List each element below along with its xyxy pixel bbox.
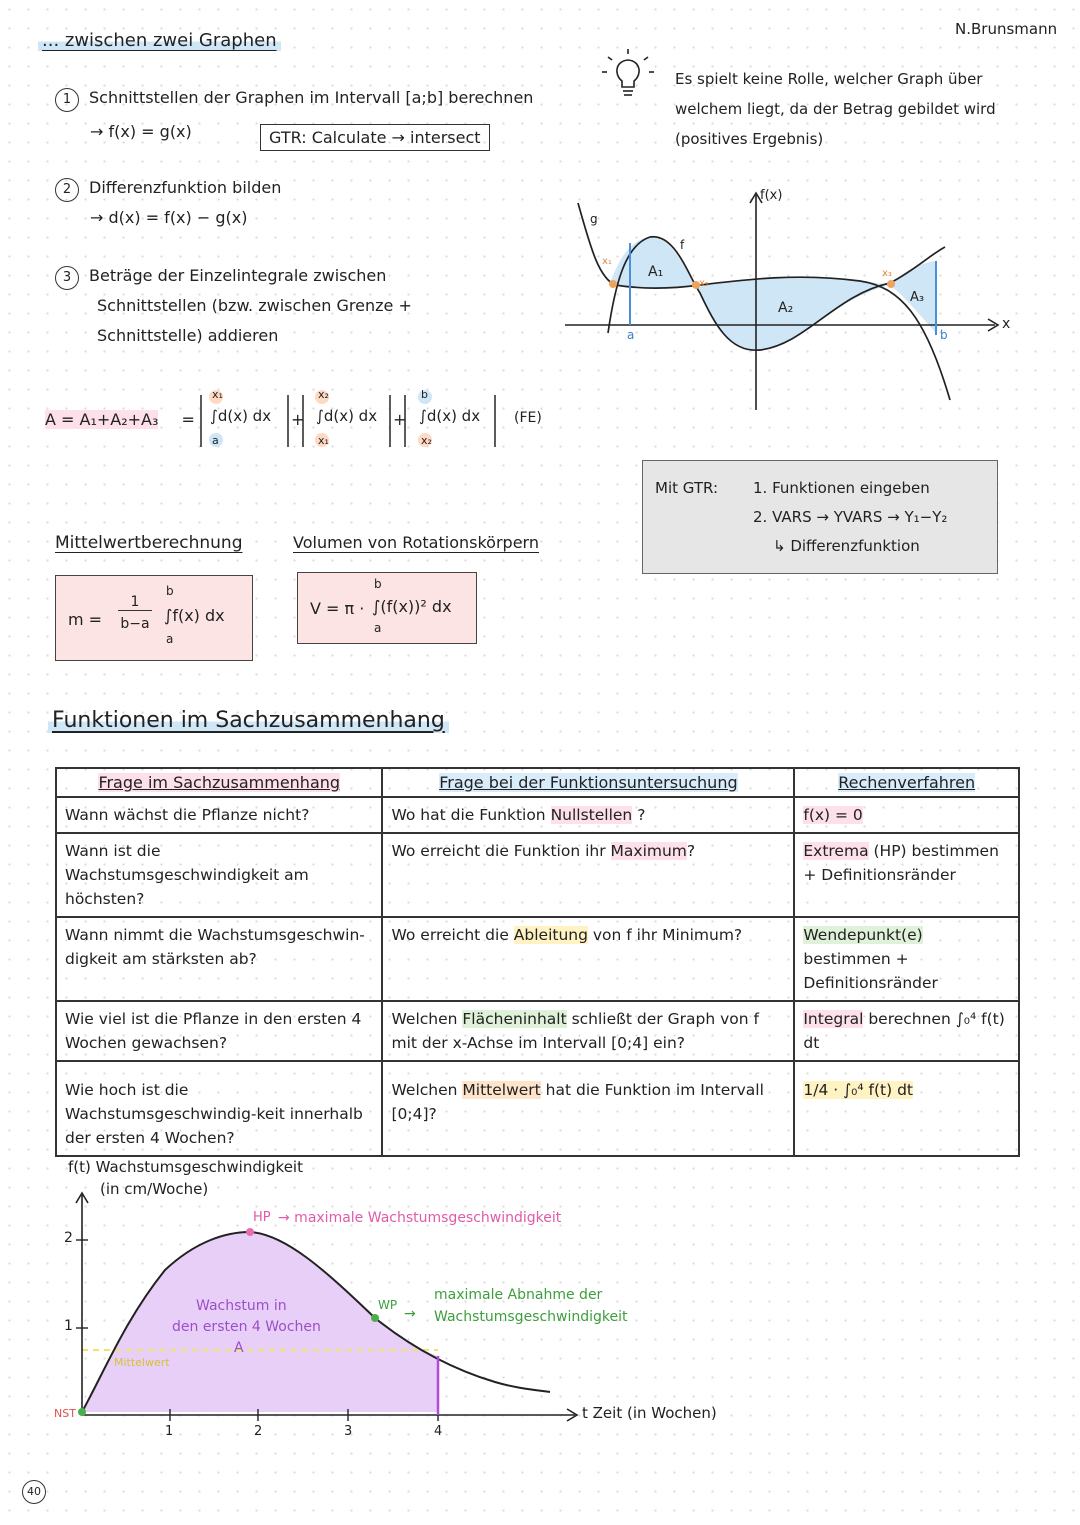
cell-highlight: Flächeninhalt <box>462 1010 567 1029</box>
gtr-box-item-3: ↳ Differenzfunktion <box>773 537 920 555</box>
volume-formula-box <box>297 572 477 644</box>
table-cell <box>794 917 1019 1001</box>
mean-formula-box <box>55 575 253 661</box>
cell-highlight: Extrema <box>803 842 869 861</box>
table-cell: Wann wächst die Pflanze nicht? <box>56 797 382 833</box>
graph1-label-A1: A₁ <box>648 264 664 280</box>
mean-title: Mittelwertberechnung <box>55 533 243 553</box>
table-row <box>56 833 1019 917</box>
cell-text: Wo erreicht die Funktion ihr <box>391 842 611 861</box>
table-cell <box>382 917 794 1001</box>
section-title-context: Funktionen im Sachzusammenhang <box>48 708 449 733</box>
graph1-label-fx: f(x) <box>760 188 783 203</box>
graph1-label-a: a <box>627 328 635 342</box>
step-1 <box>55 88 533 112</box>
graph1-label-x2: x₂ <box>699 278 709 289</box>
step-3-line-3: Schnittstelle) addieren <box>97 326 279 345</box>
mean-frac-num: 1 <box>118 594 152 611</box>
tip-line-3: (positives Ergebnis) <box>675 130 824 148</box>
graph2-ytick-1: 1 <box>64 1318 73 1334</box>
table-row <box>56 1001 1019 1061</box>
section-title-between-graphs: ... zwischen zwei Graphen <box>38 30 281 51</box>
graph2-ylabel-2: (in cm/Woche) <box>100 1180 209 1198</box>
graph2-area-label: A <box>234 1340 244 1356</box>
int3-upper: b <box>421 388 428 401</box>
table-row <box>56 917 1019 1001</box>
table-cell <box>794 1001 1019 1061</box>
graph1-label-g: g <box>590 212 598 226</box>
table-cell <box>382 833 794 917</box>
graph2-wp-arrow: → <box>404 1306 416 1322</box>
cell-highlight: Maximum <box>610 842 687 861</box>
volume-title: Volumen von Rotationskörpern <box>293 533 539 552</box>
cell-highlight: 1/4 · ∫₀⁴ f(t) dt <box>803 1081 913 1100</box>
table-header <box>56 768 382 797</box>
graph2-wp-text-1: maximale Abnahme der <box>434 1287 603 1303</box>
gtr-box-item-2: 2. VARS → YVARS → Y₁−Y₂ <box>753 508 948 526</box>
step-3-number: 3 <box>55 266 79 290</box>
graph2-xtick-3: 3 <box>344 1424 353 1439</box>
table-cell: Wie viel ist die Pflanze in den ersten 4 Wochen gewachsen? <box>56 1001 382 1061</box>
cell-text: von f ihr Minimum? <box>587 926 743 945</box>
graph2-xlabel: t Zeit (in Wochen) <box>582 1404 717 1422</box>
cell-text: Welchen <box>391 1010 463 1029</box>
int3-body: ∫d(x) dx <box>419 407 481 425</box>
step-1-text: Schnittstellen der Graphen im Intervall [a;b] berechnen <box>89 88 534 107</box>
area-unit: (FE) <box>514 410 542 426</box>
author-name: N.Brunsmann <box>955 20 1058 38</box>
graph2-nst-label: NST <box>54 1407 76 1420</box>
cell-highlight: Ableitung <box>513 926 588 945</box>
graph1-label-f: f <box>680 238 685 252</box>
int2-upper: x₂ <box>318 388 329 401</box>
int3-lower: x₂ <box>421 434 432 447</box>
graph2-xtick-2: 2 <box>254 1424 263 1439</box>
int-plus-1: + <box>291 410 305 429</box>
cell-text: ? <box>632 806 646 824</box>
area-formula-lhs-text: A = A₁+A₂+A₃ <box>45 410 159 429</box>
graph2-wp-text-2: Wachstumsgeschwindigkeit <box>434 1309 628 1325</box>
graph2-wp-label: WP <box>378 1298 398 1312</box>
gtr-intersect-box: GTR: Calculate → intersect <box>260 124 490 151</box>
graph1-label-x: x <box>1002 316 1011 332</box>
table-cell <box>382 797 794 833</box>
table-row <box>56 1061 1019 1156</box>
int2-body: ∫d(x) dx <box>316 407 378 425</box>
cell-text: berechnen ∫₀⁴ f(t) dt <box>803 1010 1005 1053</box>
mean-body: ∫f(x) dx <box>164 606 225 625</box>
graph1-label-A3: A₃ <box>910 290 925 305</box>
page-number: 40 <box>22 1480 46 1504</box>
header-text: Frage im Sachzusammenhang <box>98 773 341 792</box>
table-cell: Wann ist die Wachstumsgeschwindigkeit am höchsten? <box>56 833 382 917</box>
graph2-xtick-4: 4 <box>434 1424 443 1439</box>
cell-text: bestimmen + Definitionsränder <box>803 950 938 993</box>
area-formula-lhs <box>45 410 195 429</box>
tip-line-1: Es spielt keine Rolle, welcher Graph über <box>675 70 983 88</box>
mean-frac-den: b−a <box>120 616 150 632</box>
table-cell <box>382 1061 794 1156</box>
cell-text: Wo hat die Funktion <box>391 806 551 824</box>
volume-lower: a <box>374 621 382 635</box>
table-header <box>794 768 1019 797</box>
graph2-mean-label: Mittelwert <box>114 1356 170 1369</box>
graph1-label-x1: x₁ <box>602 256 612 267</box>
graph1-label-A2: A₂ <box>778 300 794 316</box>
table-cell <box>382 1001 794 1061</box>
tip-text <box>675 64 996 154</box>
gtr-box-item-1: 1. Funktionen eingeben <box>753 479 930 497</box>
step-2-number: 2 <box>55 178 79 202</box>
step-2-text: Differenzfunktion bilden <box>89 178 282 197</box>
lightbulb-icon <box>600 45 660 105</box>
table-cell <box>794 833 1019 917</box>
int-plus-2: + <box>393 410 407 429</box>
graph1-label-b: b <box>940 328 948 342</box>
table-header <box>382 768 794 797</box>
cell-text: ? <box>686 842 696 861</box>
int2-lower: x₁ <box>318 434 329 447</box>
cell-highlight: f(x) = 0 <box>803 806 863 824</box>
step-3 <box>55 266 386 290</box>
mean-upper: b <box>166 584 174 598</box>
graph2-ytick-2: 2 <box>64 1230 73 1246</box>
tip-line-2: welchem liegt, da der Betrag gebildet wird <box>675 100 996 118</box>
header-text: Frage bei der Funktionsuntersuchung <box>439 773 738 792</box>
int1-upper: x₁ <box>212 388 223 401</box>
graph2-area-text-1: Wachstum in <box>196 1298 287 1314</box>
cell-highlight: Integral <box>803 1010 864 1029</box>
graph2-area-text-2: den ersten 4 Wochen <box>172 1319 321 1335</box>
graph2-hp-text: → maximale Wachstumsgeschwindigkeit <box>278 1210 562 1226</box>
step-1-formula: → f(x) = g(x) <box>90 122 192 141</box>
cell-text: Welchen <box>391 1081 463 1100</box>
table-row <box>56 797 1019 833</box>
cell-text: (HP) bestimmen + Definitionsränder <box>803 842 999 885</box>
step-2 <box>55 178 281 202</box>
gtr-box <box>642 460 998 574</box>
int1-lower: a <box>212 434 219 447</box>
int1-body: ∫d(x) dx <box>210 407 272 425</box>
table-cell: Wann nimmt die Wachstumsgeschwin-digkeit am stärksten ab? <box>56 917 382 1001</box>
gtr-box-label: Mit GTR: <box>655 479 719 497</box>
cell-text: Wo erreicht die <box>391 926 514 945</box>
mean-lower: a <box>166 632 174 646</box>
volume-lhs: V = π · <box>310 599 365 618</box>
step-3-line-2: Schnittstellen (bzw. zwischen Grenze + <box>97 296 412 315</box>
cell-highlight: Wendepunkt(e) <box>803 926 923 945</box>
mean-lhs: m = <box>68 610 103 629</box>
context-table <box>55 767 1020 1157</box>
volume-upper: b <box>374 577 382 591</box>
step-2-formula: → d(x) = f(x) − g(x) <box>90 208 248 227</box>
cell-highlight: Mittelwert <box>462 1081 541 1100</box>
cell-text: schließt der Graph von f mit der x-Achse im Intervall [0;4] ein? <box>391 1010 759 1053</box>
header-text: Rechenverfahren <box>838 773 976 792</box>
table-cell <box>794 1061 1019 1156</box>
table-header-row <box>56 768 1019 797</box>
step-1-number: 1 <box>55 88 79 112</box>
cell-text: hat die Funktion im Intervall [0;4]? <box>391 1081 764 1124</box>
graph2-ylabel-1: f(t) Wachstumsgeschwindigkeit <box>68 1158 303 1176</box>
graph1-label-x3: x₃ <box>882 268 892 279</box>
step-3-line-1: Beträge der Einzelintegrale zwischen <box>89 266 387 285</box>
cell-highlight: Nullstellen <box>550 806 633 824</box>
graph2-xtick-1: 1 <box>165 1424 174 1439</box>
table-cell: Wie hoch ist die Wachstumsgeschwindig-keit innerhalb der ersten 4 Wochen? <box>56 1061 382 1156</box>
table-cell <box>794 797 1019 833</box>
area-formula-equals: = <box>181 410 195 429</box>
graph2-hp-label: HP <box>253 1210 271 1225</box>
volume-body: ∫(f(x))² dx <box>372 597 452 616</box>
